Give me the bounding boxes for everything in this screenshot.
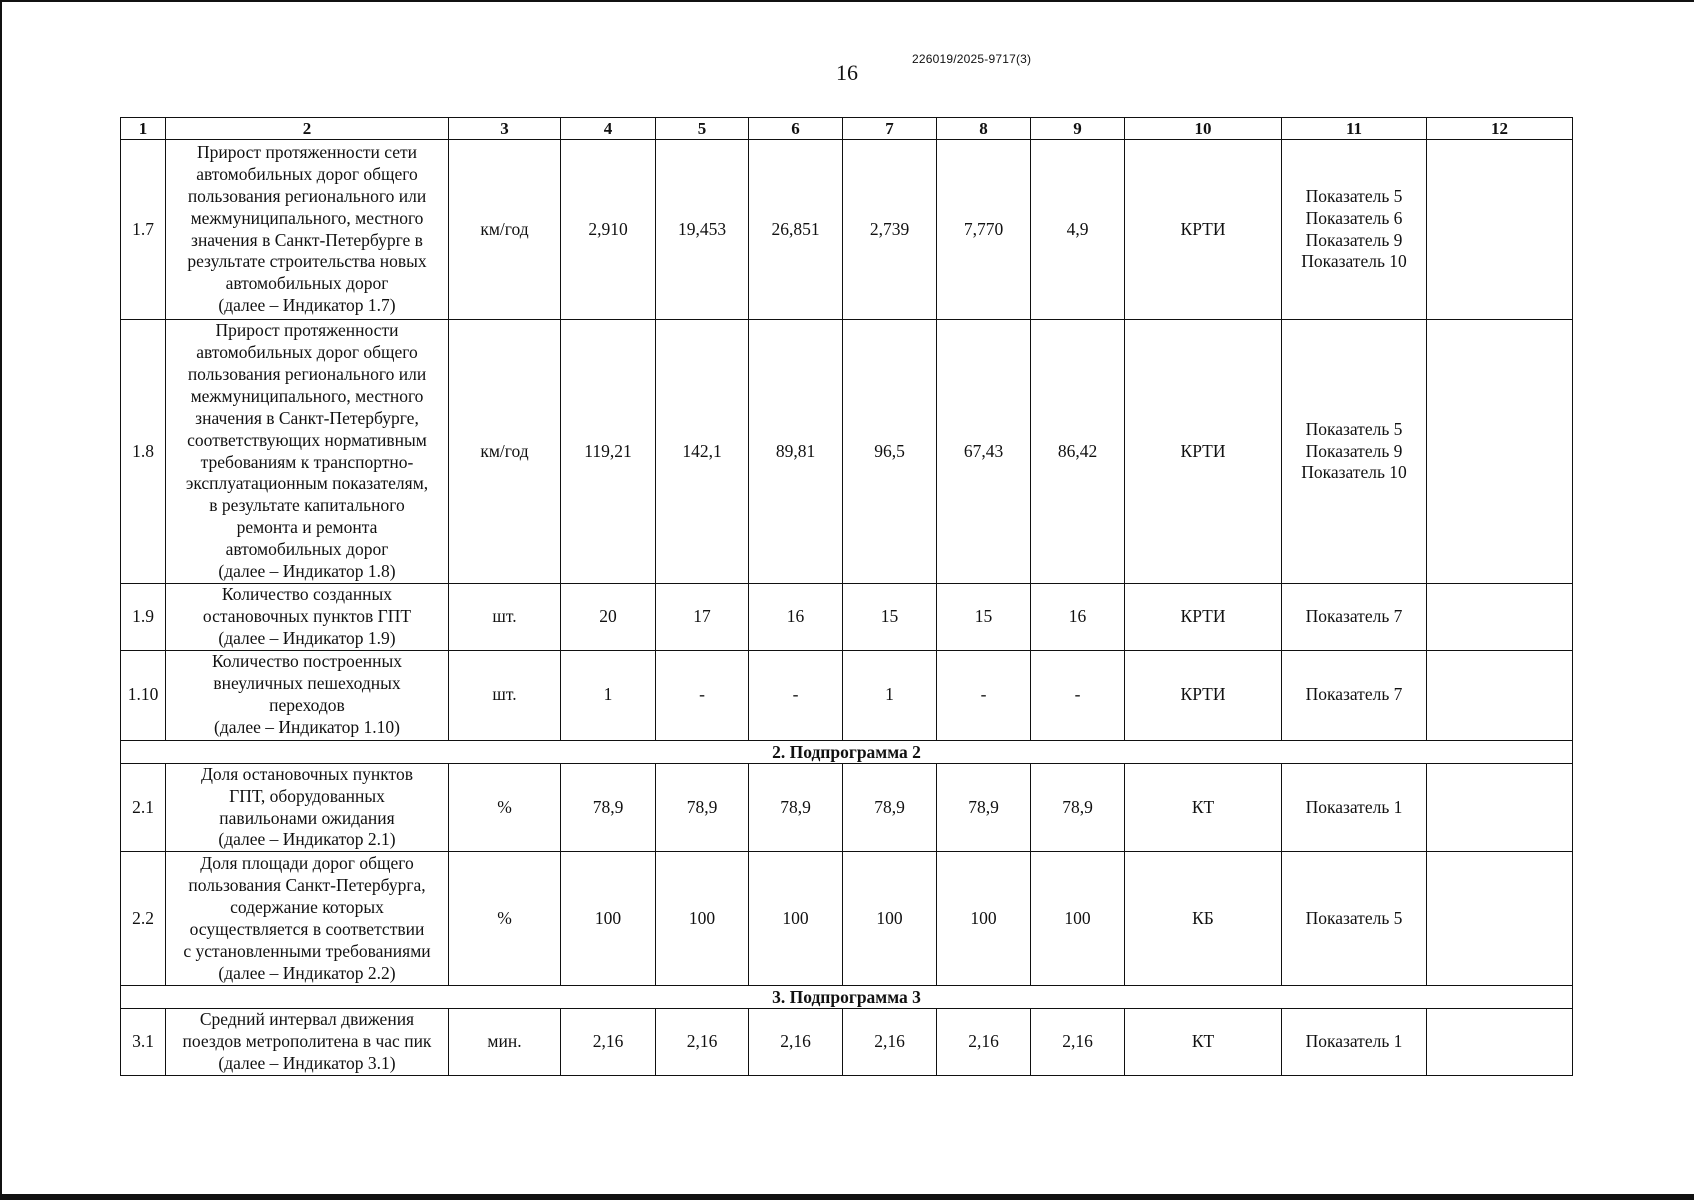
value-col-5: 2,16 [656, 1009, 749, 1076]
value-col-4: 2,16 [561, 1009, 656, 1076]
name-line: (далее – Индикатор 1.9) [218, 627, 396, 648]
section-title: 2. Подпрограмма 2 [121, 740, 1573, 763]
value-col-5: 17 [656, 584, 749, 651]
linked-indicator: Показатель 5 [1305, 185, 1403, 206]
name-line: значения в Санкт-Петербурге в [191, 229, 423, 250]
linked-indicator: Показатель 7 [1305, 605, 1403, 626]
empty-col-12 [1427, 140, 1573, 320]
value-col-6: 16 [749, 584, 843, 651]
value-col-8: 67,43 [937, 320, 1031, 584]
column-header: 4 [561, 118, 656, 140]
name-line: Средний интервал движения [199, 1009, 415, 1030]
table-row [121, 650, 1573, 740]
value-col-7: 15 [843, 584, 937, 651]
linked-indicator: Показатель 10 [1301, 462, 1407, 483]
value-col-6: 100 [749, 852, 843, 986]
name-line: (далее – Индикатор 1.7) [218, 295, 396, 316]
value-col-8: - [937, 650, 1031, 740]
responsible-cell: КТ [1125, 1009, 1282, 1076]
name-line: Прирост протяженности сети [196, 141, 418, 162]
column-header: 6 [749, 118, 843, 140]
name-line: ремонта и ремонта [236, 517, 378, 538]
column-header: 3 [449, 118, 561, 140]
value-col-8: 15 [937, 584, 1031, 651]
column-header: 2 [166, 118, 449, 140]
name-line: поездов метрополитена в час пик [182, 1031, 432, 1052]
empty-col-12 [1427, 852, 1573, 986]
row-number: 1.9 [121, 584, 166, 651]
value-col-6: 26,851 [749, 140, 843, 320]
value-col-9: 78,9 [1031, 763, 1125, 852]
value-col-4: 2,910 [561, 140, 656, 320]
value-col-5: 19,453 [656, 140, 749, 320]
unit-cell: % [449, 852, 561, 986]
column-header: 7 [843, 118, 937, 140]
row-number: 1.7 [121, 140, 166, 320]
name-line: Прирост протяженности [215, 320, 399, 341]
linked-indicators-cell [1282, 763, 1427, 852]
value-col-9: 86,42 [1031, 320, 1125, 584]
column-header: 8 [937, 118, 1031, 140]
name-line: пользования регионального или [187, 185, 427, 206]
indicator-name [166, 320, 449, 584]
value-col-4: 20 [561, 584, 656, 651]
name-line: Количество созданных [221, 584, 393, 604]
value-col-7: 100 [843, 852, 937, 986]
table-row [121, 763, 1573, 852]
linked-indicators-cell [1282, 852, 1427, 986]
row-number: 2.2 [121, 852, 166, 986]
indicator-name [166, 140, 449, 320]
linked-indicator: Показатель 5 [1305, 418, 1403, 439]
unit-cell: шт. [449, 650, 561, 740]
name-line: в результате капитального [209, 495, 405, 516]
linked-indicator: Показатель 9 [1305, 440, 1403, 461]
value-col-7: 78,9 [843, 763, 937, 852]
name-line: значения в Санкт-Петербурге, [195, 407, 419, 428]
indicators-table [120, 117, 1573, 1076]
name-line: автомобильных дорог общего [196, 163, 418, 184]
linked-indicators-cell [1282, 1009, 1427, 1076]
value-col-8: 78,9 [937, 763, 1031, 852]
name-line: остановочных пунктов ГПТ [202, 605, 412, 626]
name-line: требованиям к транспортно- [200, 451, 414, 472]
scan-border-bottom [0, 1194, 1694, 1200]
name-line: Доля площади дорог общего [200, 853, 414, 874]
linked-indicator: Показатель 9 [1305, 229, 1403, 250]
unit-cell: км/год [449, 140, 561, 320]
row-number: 1.10 [121, 650, 166, 740]
column-header: 9 [1031, 118, 1125, 140]
value-col-4: 1 [561, 650, 656, 740]
name-line: (далее – Индикатор 1.8) [218, 561, 396, 582]
value-col-9: - [1031, 650, 1125, 740]
name-line: (далее – Индикатор 2.1) [218, 829, 396, 850]
table-body [121, 118, 1573, 1076]
value-col-7: 2,739 [843, 140, 937, 320]
column-header: 12 [1427, 118, 1573, 140]
name-line: (далее – Индикатор 1.10) [214, 717, 400, 738]
value-col-4: 119,21 [561, 320, 656, 584]
name-line: межмуниципального, местного [190, 207, 424, 228]
scan-border-left [0, 0, 2, 1200]
indicator-name [166, 584, 449, 651]
value-col-7: 96,5 [843, 320, 937, 584]
value-col-8: 7,770 [937, 140, 1031, 320]
indicator-name [166, 1009, 449, 1076]
unit-cell: шт. [449, 584, 561, 651]
value-col-9: 100 [1031, 852, 1125, 986]
linked-indicators-cell [1282, 584, 1427, 651]
table-row [121, 584, 1573, 651]
responsible-cell: КРТИ [1125, 584, 1282, 651]
value-col-9: 16 [1031, 584, 1125, 651]
value-col-5: 100 [656, 852, 749, 986]
value-col-7: 1 [843, 650, 937, 740]
value-col-8: 100 [937, 852, 1031, 986]
column-header: 10 [1125, 118, 1282, 140]
linked-indicator: Показатель 6 [1305, 207, 1403, 228]
responsible-cell: КБ [1125, 852, 1282, 986]
column-header: 1 [121, 118, 166, 140]
row-number: 1.8 [121, 320, 166, 584]
name-line: ГПТ, оборудованных [229, 785, 385, 806]
value-col-5: - [656, 650, 749, 740]
empty-col-12 [1427, 584, 1573, 651]
name-line: (далее – Индикатор 2.2) [218, 962, 396, 983]
responsible-cell: КРТИ [1125, 140, 1282, 320]
name-line: внеуличных пешеходных [213, 673, 401, 694]
empty-col-12 [1427, 320, 1573, 584]
table-row [121, 1009, 1573, 1076]
linked-indicators-cell [1282, 650, 1427, 740]
empty-col-12 [1427, 650, 1573, 740]
value-col-6: 78,9 [749, 763, 843, 852]
table-header-row [121, 118, 1573, 140]
section-row [121, 986, 1573, 1009]
section-row [121, 740, 1573, 763]
value-col-6: - [749, 650, 843, 740]
empty-col-12 [1427, 1009, 1573, 1076]
name-line: переходов [269, 695, 345, 716]
name-line: результате строительства новых [187, 251, 427, 272]
name-line: пользования регионального или [187, 363, 427, 384]
name-line: содержание которых [230, 896, 384, 917]
document-id: 226019/2025-9717(3) [912, 52, 1032, 66]
value-col-6: 2,16 [749, 1009, 843, 1076]
value-col-5: 78,9 [656, 763, 749, 852]
name-line: Доля остановочных пунктов [201, 763, 413, 784]
unit-cell: % [449, 763, 561, 852]
name-line: с установленными требованиями [183, 940, 431, 961]
responsible-cell: КРТИ [1125, 650, 1282, 740]
name-line: (далее – Индикатор 3.1) [218, 1053, 396, 1074]
responsible-cell: КТ [1125, 763, 1282, 852]
table-row [121, 140, 1573, 320]
name-line: павильонами ожидания [219, 807, 395, 828]
linked-indicator: Показатель 5 [1305, 907, 1403, 928]
value-col-9: 4,9 [1031, 140, 1125, 320]
table-row [121, 320, 1573, 584]
name-line: эксплуатационным показателям, [185, 473, 429, 494]
value-col-4: 100 [561, 852, 656, 986]
section-title: 3. Подпрограмма 3 [121, 986, 1573, 1009]
value-col-8: 2,16 [937, 1009, 1031, 1076]
linked-indicator: Показатель 1 [1305, 1031, 1403, 1052]
value-col-4: 78,9 [561, 763, 656, 852]
name-line: автомобильных дорог общего [196, 341, 418, 362]
name-line: межмуниципального, местного [190, 385, 424, 406]
value-col-5: 142,1 [656, 320, 749, 584]
value-col-9: 2,16 [1031, 1009, 1125, 1076]
scan-border-top [0, 0, 1694, 2]
name-line: автомобильных дорог [225, 273, 389, 294]
value-col-7: 2,16 [843, 1009, 937, 1076]
indicator-name [166, 852, 449, 986]
value-col-6: 89,81 [749, 320, 843, 584]
column-header: 5 [656, 118, 749, 140]
indicator-name [166, 650, 449, 740]
unit-cell: мин. [449, 1009, 561, 1076]
linked-indicator: Показатель 10 [1301, 251, 1407, 272]
name-line: соответствующих нормативным [187, 429, 427, 450]
column-header: 11 [1282, 118, 1427, 140]
row-number: 2.1 [121, 763, 166, 852]
linked-indicators-cell [1282, 320, 1427, 584]
name-line: пользования Санкт-Петербурга, [188, 875, 426, 896]
linked-indicators-cell [1282, 140, 1427, 320]
linked-indicator: Показатель 1 [1305, 796, 1403, 817]
indicator-name [166, 763, 449, 852]
table-row [121, 852, 1573, 986]
unit-cell: км/год [449, 320, 561, 584]
row-number: 3.1 [121, 1009, 166, 1076]
empty-col-12 [1427, 763, 1573, 852]
linked-indicator: Показатель 7 [1305, 684, 1403, 705]
name-line: автомобильных дорог [225, 539, 389, 560]
responsible-cell: КРТИ [1125, 320, 1282, 584]
name-line: Количество построенных [211, 651, 402, 672]
name-line: осуществляется в соответствии [189, 918, 425, 939]
page-number: 16 [836, 60, 858, 85]
